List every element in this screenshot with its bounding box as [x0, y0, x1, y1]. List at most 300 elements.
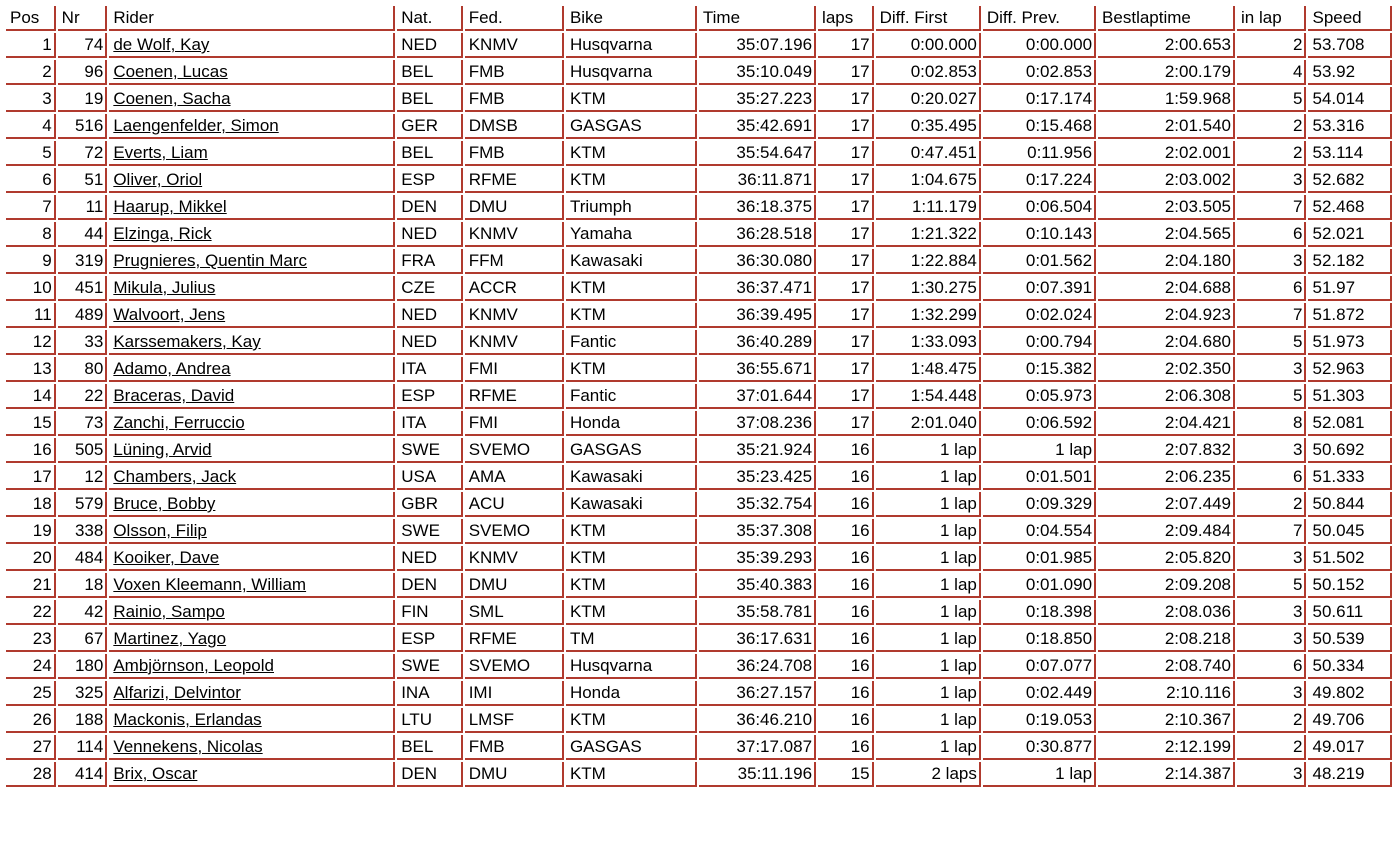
- cell-fed: RFME: [465, 627, 564, 652]
- cell-fed: SVEMO: [465, 654, 564, 679]
- cell-rider: [109, 141, 395, 166]
- cell-pos: 8: [6, 222, 56, 247]
- cell-fed: ACCR: [465, 276, 564, 301]
- rider-link[interactable]: Mackonis, Erlandas: [113, 710, 262, 729]
- cell-diff-prev: 0:30.877: [983, 735, 1096, 760]
- rider-link[interactable]: Elzinga, Rick: [113, 224, 212, 243]
- cell-diff-prev: 0:01.090: [983, 573, 1096, 598]
- cell-nr: 12: [58, 465, 108, 490]
- cell-laps: 17: [818, 330, 874, 355]
- cell-laps: 17: [818, 222, 874, 247]
- cell-time: 35:32.754: [699, 492, 816, 517]
- cell-rider: [109, 357, 395, 382]
- cell-diff-first: 1 lap: [876, 492, 981, 517]
- cell-speed: 51.973: [1308, 330, 1392, 355]
- cell-bestlaptime: 2:07.832: [1098, 438, 1235, 463]
- rider-link[interactable]: Haarup, Mikkel: [113, 197, 227, 216]
- cell-bestlaptime: 2:04.421: [1098, 411, 1235, 436]
- rider-link[interactable]: Braceras, David: [113, 386, 235, 405]
- cell-bike: KTM: [566, 87, 697, 112]
- cell-in-lap: 3: [1237, 762, 1306, 787]
- cell-diff-prev: 0:02.024: [983, 303, 1096, 328]
- cell-rider: [109, 708, 395, 733]
- cell-laps: 16: [818, 573, 874, 598]
- table-row: [6, 600, 1392, 625]
- table-row: [6, 249, 1392, 274]
- cell-diff-prev: 0:15.468: [983, 114, 1096, 139]
- cell-bike: Kawasaki: [566, 465, 697, 490]
- cell-pos: 21: [6, 573, 56, 598]
- cell-bestlaptime: 2:03.002: [1098, 168, 1235, 193]
- cell-diff-first: 0:00.000: [876, 33, 981, 58]
- cell-bike: TM: [566, 627, 697, 652]
- cell-nr: 484: [58, 546, 108, 571]
- cell-pos: 27: [6, 735, 56, 760]
- cell-diff-prev: 0:06.592: [983, 411, 1096, 436]
- cell-pos: 1: [6, 33, 56, 58]
- cell-diff-first: 1:11.179: [876, 195, 981, 220]
- cell-time: 35:39.293: [699, 546, 816, 571]
- cell-rider: [109, 249, 395, 274]
- cell-bestlaptime: 2:00.653: [1098, 33, 1235, 58]
- cell-laps: 17: [818, 33, 874, 58]
- cell-bike: Fantic: [566, 330, 697, 355]
- cell-diff-prev: 0:18.398: [983, 600, 1096, 625]
- cell-fed: FMI: [465, 411, 564, 436]
- rider-link[interactable]: de Wolf, Kay: [113, 35, 210, 54]
- cell-bestlaptime: 2:00.179: [1098, 60, 1235, 85]
- cell-in-lap: 3: [1237, 627, 1306, 652]
- cell-time: 35:40.383: [699, 573, 816, 598]
- cell-nat: SWE: [397, 438, 463, 463]
- cell-fed: RFME: [465, 384, 564, 409]
- cell-fed: KNMV: [465, 330, 564, 355]
- cell-in-lap: 2: [1237, 492, 1306, 517]
- cell-nr: 72: [58, 141, 108, 166]
- cell-pos: 4: [6, 114, 56, 139]
- rider-link[interactable]: Chambers, Jack: [113, 467, 237, 486]
- cell-speed: 52.081: [1308, 411, 1392, 436]
- cell-speed: 48.219: [1308, 762, 1392, 787]
- cell-nr: 338: [58, 519, 108, 544]
- cell-fed: FMB: [465, 60, 564, 85]
- cell-fed: KNMV: [465, 33, 564, 58]
- cell-in-lap: 7: [1237, 195, 1306, 220]
- cell-bestlaptime: 2:14.387: [1098, 762, 1235, 787]
- cell-in-lap: 6: [1237, 654, 1306, 679]
- cell-pos: 22: [6, 600, 56, 625]
- cell-time: 35:42.691: [699, 114, 816, 139]
- column-header-nr: Nr: [58, 6, 108, 31]
- cell-bike: Honda: [566, 411, 697, 436]
- cell-nr: 516: [58, 114, 108, 139]
- cell-nat: DEN: [397, 573, 463, 598]
- cell-laps: 16: [818, 546, 874, 571]
- rider-link[interactable]: Everts, Liam: [113, 143, 208, 162]
- cell-speed: 51.97: [1308, 276, 1392, 301]
- cell-diff-first: 1 lap: [876, 438, 981, 463]
- cell-nr: 22: [58, 384, 108, 409]
- cell-diff-prev: 0:01.562: [983, 249, 1096, 274]
- cell-nat: ITA: [397, 411, 463, 436]
- cell-nr: 44: [58, 222, 108, 247]
- cell-pos: 23: [6, 627, 56, 652]
- cell-rider: [109, 762, 395, 787]
- cell-time: 36:18.375: [699, 195, 816, 220]
- cell-fed: DMU: [465, 195, 564, 220]
- rider-link[interactable]: Zanchi, Ferruccio: [113, 413, 245, 432]
- cell-rider: [109, 60, 395, 85]
- column-header-rider: Rider: [109, 6, 395, 31]
- cell-bike: Husqvarna: [566, 60, 697, 85]
- cell-speed: 50.611: [1308, 600, 1392, 625]
- cell-diff-first: 1 lap: [876, 573, 981, 598]
- cell-in-lap: 3: [1237, 249, 1306, 274]
- cell-laps: 17: [818, 249, 874, 274]
- cell-bike: Yamaha: [566, 222, 697, 247]
- table-row: [6, 627, 1392, 652]
- cell-diff-first: 1:32.299: [876, 303, 981, 328]
- cell-pos: 10: [6, 276, 56, 301]
- cell-laps: 17: [818, 357, 874, 382]
- cell-diff-first: 1:22.884: [876, 249, 981, 274]
- cell-pos: 15: [6, 411, 56, 436]
- cell-diff-first: 2:01.040: [876, 411, 981, 436]
- cell-nr: 188: [58, 708, 108, 733]
- cell-speed: 51.502: [1308, 546, 1392, 571]
- table-row: [6, 168, 1392, 193]
- cell-fed: LMSF: [465, 708, 564, 733]
- cell-nr: 180: [58, 654, 108, 679]
- cell-nat: FRA: [397, 249, 463, 274]
- cell-pos: 13: [6, 357, 56, 382]
- cell-laps: 17: [818, 411, 874, 436]
- rider-link[interactable]: Coenen, Sacha: [113, 89, 231, 108]
- cell-bike: KTM: [566, 141, 697, 166]
- cell-nr: 319: [58, 249, 108, 274]
- cell-nat: USA: [397, 465, 463, 490]
- cell-diff-first: 1:04.675: [876, 168, 981, 193]
- cell-bestlaptime: 2:10.116: [1098, 681, 1235, 706]
- rider-link[interactable]: Voxen Kleemann, William: [113, 575, 307, 594]
- cell-time: 36:46.210: [699, 708, 816, 733]
- cell-in-lap: 5: [1237, 87, 1306, 112]
- cell-laps: 16: [818, 519, 874, 544]
- cell-pos: 9: [6, 249, 56, 274]
- cell-bike: Fantic: [566, 384, 697, 409]
- rider-link[interactable]: Lüning, Arvid: [113, 440, 212, 459]
- cell-rider: [109, 438, 395, 463]
- table-row: [6, 303, 1392, 328]
- column-header-fed: Fed.: [465, 6, 564, 31]
- cell-nat: NED: [397, 330, 463, 355]
- cell-pos: 25: [6, 681, 56, 706]
- rider-link[interactable]: Vennekens, Nicolas: [113, 737, 263, 756]
- table-row: [6, 654, 1392, 679]
- cell-nr: 19: [58, 87, 108, 112]
- cell-bike: KTM: [566, 708, 697, 733]
- cell-nr: 33: [58, 330, 108, 355]
- column-header-laps: laps: [818, 6, 874, 31]
- cell-diff-first: 1 lap: [876, 708, 981, 733]
- cell-diff-first: 1:30.275: [876, 276, 981, 301]
- cell-nat: GER: [397, 114, 463, 139]
- cell-diff-prev: 0:15.382: [983, 357, 1096, 382]
- cell-in-lap: 3: [1237, 600, 1306, 625]
- cell-time: 36:28.518: [699, 222, 816, 247]
- rider-link[interactable]: Martinez, Yago: [113, 629, 227, 648]
- cell-speed: 49.706: [1308, 708, 1392, 733]
- cell-nr: 51: [58, 168, 108, 193]
- cell-diff-first: 1:48.475: [876, 357, 981, 382]
- cell-bestlaptime: 2:02.001: [1098, 141, 1235, 166]
- cell-diff-first: 0:47.451: [876, 141, 981, 166]
- rider-link[interactable]: Walvoort, Jens: [113, 305, 226, 324]
- cell-fed: FMB: [465, 141, 564, 166]
- rider-link[interactable]: Kooiker, Dave: [113, 548, 220, 567]
- cell-fed: RFME: [465, 168, 564, 193]
- cell-speed: 50.539: [1308, 627, 1392, 652]
- cell-bike: Honda: [566, 681, 697, 706]
- cell-diff-prev: 0:11.956: [983, 141, 1096, 166]
- cell-time: 35:37.308: [699, 519, 816, 544]
- cell-fed: FMB: [465, 87, 564, 112]
- rider-link[interactable]: Brix, Oscar: [113, 764, 198, 783]
- cell-time: 36:37.471: [699, 276, 816, 301]
- cell-pos: 11: [6, 303, 56, 328]
- table-row: [6, 195, 1392, 220]
- cell-in-lap: 2: [1237, 114, 1306, 139]
- cell-pos: 19: [6, 519, 56, 544]
- cell-time: 35:23.425: [699, 465, 816, 490]
- cell-speed: 53.316: [1308, 114, 1392, 139]
- cell-in-lap: 3: [1237, 357, 1306, 382]
- cell-diff-prev: 0:05.973: [983, 384, 1096, 409]
- table-row: [6, 465, 1392, 490]
- cell-rider: [109, 384, 395, 409]
- cell-time: 36:11.871: [699, 168, 816, 193]
- cell-laps: 16: [818, 600, 874, 625]
- cell-time: 36:55.671: [699, 357, 816, 382]
- cell-bestlaptime: 1:59.968: [1098, 87, 1235, 112]
- cell-rider: [109, 195, 395, 220]
- table-row: [6, 438, 1392, 463]
- cell-diff-prev: 0:07.391: [983, 276, 1096, 301]
- table-row: [6, 681, 1392, 706]
- cell-rider: [109, 411, 395, 436]
- cell-nr: 11: [58, 195, 108, 220]
- cell-speed: 51.333: [1308, 465, 1392, 490]
- cell-laps: 17: [818, 114, 874, 139]
- rider-link[interactable]: Alfarizi, Delvintor: [113, 683, 241, 702]
- rider-link[interactable]: Laengenfelder, Simon: [113, 116, 279, 135]
- cell-speed: 54.014: [1308, 87, 1392, 112]
- cell-pos: 5: [6, 141, 56, 166]
- rider-link[interactable]: Prugnieres, Quentin Marc: [113, 251, 308, 270]
- cell-diff-prev: 0:07.077: [983, 654, 1096, 679]
- cell-bike: KTM: [566, 357, 697, 382]
- cell-time: 35:27.223: [699, 87, 816, 112]
- cell-rider: [109, 681, 395, 706]
- cell-diff-first: 0:35.495: [876, 114, 981, 139]
- cell-diff-prev: 0:17.174: [983, 87, 1096, 112]
- cell-speed: 53.92: [1308, 60, 1392, 85]
- cell-bike: KTM: [566, 303, 697, 328]
- cell-diff-first: 1 lap: [876, 735, 981, 760]
- cell-nat: BEL: [397, 141, 463, 166]
- cell-bestlaptime: 2:09.484: [1098, 519, 1235, 544]
- cell-in-lap: 2: [1237, 735, 1306, 760]
- cell-diff-first: 1 lap: [876, 465, 981, 490]
- cell-rider: [109, 627, 395, 652]
- cell-pos: 14: [6, 384, 56, 409]
- cell-diff-prev: 0:01.985: [983, 546, 1096, 571]
- cell-fed: SVEMO: [465, 519, 564, 544]
- cell-diff-prev: 0:02.853: [983, 60, 1096, 85]
- cell-fed: FMB: [465, 735, 564, 760]
- cell-in-lap: 5: [1237, 573, 1306, 598]
- cell-time: 35:07.196: [699, 33, 816, 58]
- table-row: [6, 141, 1392, 166]
- cell-speed: 50.692: [1308, 438, 1392, 463]
- cell-nr: 505: [58, 438, 108, 463]
- cell-in-lap: 3: [1237, 168, 1306, 193]
- rider-link[interactable]: Ambjörnson, Leopold: [113, 656, 274, 675]
- cell-rider: [109, 546, 395, 571]
- cell-speed: 49.802: [1308, 681, 1392, 706]
- cell-in-lap: 3: [1237, 438, 1306, 463]
- cell-nr: 74: [58, 33, 108, 58]
- cell-bestlaptime: 2:10.367: [1098, 708, 1235, 733]
- cell-nat: NED: [397, 303, 463, 328]
- cell-laps: 17: [818, 87, 874, 112]
- cell-pos: 18: [6, 492, 56, 517]
- cell-rider: [109, 519, 395, 544]
- cell-bestlaptime: 2:01.540: [1098, 114, 1235, 139]
- cell-laps: 17: [818, 141, 874, 166]
- rider-link[interactable]: Oliver, Oriol: [113, 170, 203, 189]
- results-table-body: [6, 33, 1392, 787]
- cell-time: 36:27.157: [699, 681, 816, 706]
- cell-speed: 52.963: [1308, 357, 1392, 382]
- cell-speed: 50.334: [1308, 654, 1392, 679]
- cell-bike: KTM: [566, 600, 697, 625]
- cell-rider: [109, 735, 395, 760]
- cell-bestlaptime: 2:09.208: [1098, 573, 1235, 598]
- cell-nat: LTU: [397, 708, 463, 733]
- cell-bike: KTM: [566, 573, 697, 598]
- cell-rider: [109, 600, 395, 625]
- cell-diff-first: 1:54.448: [876, 384, 981, 409]
- cell-pos: 7: [6, 195, 56, 220]
- cell-bestlaptime: 2:04.680: [1098, 330, 1235, 355]
- cell-bike: GASGAS: [566, 438, 697, 463]
- rider-link[interactable]: Mikula, Julius: [113, 278, 216, 297]
- cell-bike: Husqvarna: [566, 33, 697, 58]
- rider-link[interactable]: Bruce, Bobby: [113, 494, 216, 513]
- cell-laps: 16: [818, 654, 874, 679]
- cell-speed: 50.152: [1308, 573, 1392, 598]
- table-row: [6, 222, 1392, 247]
- cell-diff-first: 1 lap: [876, 546, 981, 571]
- cell-laps: 17: [818, 60, 874, 85]
- rider-link[interactable]: Rainio, Sampo: [113, 602, 225, 621]
- cell-laps: 16: [818, 492, 874, 517]
- cell-fed: SML: [465, 600, 564, 625]
- cell-fed: IMI: [465, 681, 564, 706]
- rider-link[interactable]: Karssemakers, Kay: [113, 332, 261, 351]
- table-row: [6, 492, 1392, 517]
- rider-link[interactable]: Adamo, Andrea: [113, 359, 231, 378]
- cell-bestlaptime: 2:04.923: [1098, 303, 1235, 328]
- cell-time: 36:17.631: [699, 627, 816, 652]
- cell-in-lap: 2: [1237, 141, 1306, 166]
- cell-diff-first: 1:21.322: [876, 222, 981, 247]
- cell-nat: BEL: [397, 60, 463, 85]
- cell-fed: KNMV: [465, 546, 564, 571]
- results-table-header: [6, 6, 1392, 31]
- cell-diff-first: 1 lap: [876, 681, 981, 706]
- cell-speed: 52.021: [1308, 222, 1392, 247]
- cell-diff-prev: 0:19.053: [983, 708, 1096, 733]
- cell-nat: ESP: [397, 168, 463, 193]
- cell-bike: GASGAS: [566, 114, 697, 139]
- cell-in-lap: 6: [1237, 222, 1306, 247]
- cell-laps: 17: [818, 195, 874, 220]
- cell-bike: GASGAS: [566, 735, 697, 760]
- cell-time: 37:17.087: [699, 735, 816, 760]
- cell-nr: 80: [58, 357, 108, 382]
- cell-bestlaptime: 2:04.688: [1098, 276, 1235, 301]
- column-header-bike: Bike: [566, 6, 697, 31]
- cell-pos: 12: [6, 330, 56, 355]
- table-row: [6, 573, 1392, 598]
- header-row: [6, 6, 1392, 31]
- cell-diff-prev: 1 lap: [983, 762, 1096, 787]
- results-table: [4, 4, 1394, 789]
- cell-time: 37:01.644: [699, 384, 816, 409]
- cell-speed: 50.045: [1308, 519, 1392, 544]
- cell-in-lap: 8: [1237, 411, 1306, 436]
- rider-link[interactable]: Coenen, Lucas: [113, 62, 228, 81]
- cell-nr: 73: [58, 411, 108, 436]
- table-row: [6, 708, 1392, 733]
- cell-nat: BEL: [397, 87, 463, 112]
- cell-in-lap: 2: [1237, 708, 1306, 733]
- cell-diff-first: 0:02.853: [876, 60, 981, 85]
- cell-time: 36:39.495: [699, 303, 816, 328]
- cell-fed: SVEMO: [465, 438, 564, 463]
- table-row: [6, 60, 1392, 85]
- column-header-nat: Nat.: [397, 6, 463, 31]
- cell-diff-first: 1:33.093: [876, 330, 981, 355]
- cell-time: 36:30.080: [699, 249, 816, 274]
- cell-pos: 20: [6, 546, 56, 571]
- cell-bike: KTM: [566, 546, 697, 571]
- cell-diff-prev: 0:02.449: [983, 681, 1096, 706]
- cell-bike: Kawasaki: [566, 492, 697, 517]
- cell-speed: 49.017: [1308, 735, 1392, 760]
- cell-nat: NED: [397, 33, 463, 58]
- cell-diff-prev: 0:17.224: [983, 168, 1096, 193]
- column-header-diff-prev: Diff. Prev.: [983, 6, 1096, 31]
- cell-bike: Kawasaki: [566, 249, 697, 274]
- cell-rider: [109, 33, 395, 58]
- rider-link[interactable]: Olsson, Filip: [113, 521, 207, 540]
- column-header-bestlaptime: Bestlaptime: [1098, 6, 1235, 31]
- cell-bestlaptime: 2:08.218: [1098, 627, 1235, 652]
- column-header-diff-first: Diff. First: [876, 6, 981, 31]
